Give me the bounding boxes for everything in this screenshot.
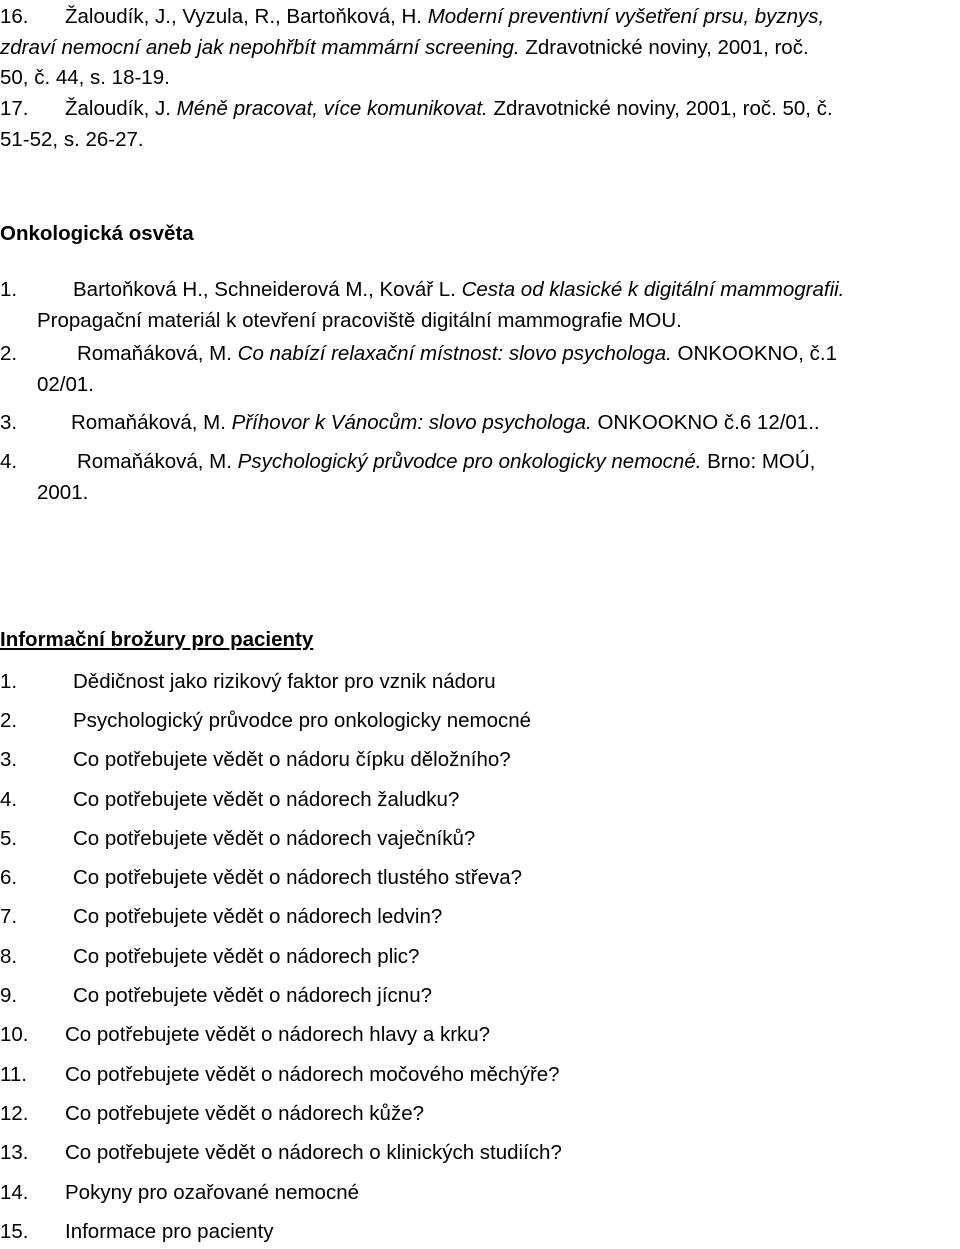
brozura-item — [0, 1140, 960, 1166]
item-text: Co potřebujete vědět o nádorech hlavy a krku? — [65, 1023, 491, 1046]
reference-title-continued: zdraví nemocní aneb jak nepohřbít mammární screening. — [0, 35, 520, 59]
brozura-item — [0, 1022, 960, 1048]
brozura-item — [0, 865, 960, 891]
item-text: Co potřebujete vědět o nádorech plic? — [73, 945, 420, 968]
brozura-item — [0, 944, 960, 970]
item-source: Brno: MOÚ, — [707, 450, 816, 473]
item-number: 13. — [0, 1141, 29, 1164]
brozura-item — [0, 1180, 960, 1206]
item-source: ONKOOKNO č.6 12/01.. — [597, 411, 820, 434]
item-text: Co potřebujete vědět o nádorech tlustého střeva? — [73, 866, 523, 889]
item-text: Dědičnost jako rizikový faktor pro vznik nádoru — [73, 670, 496, 693]
item-title: Příhovor k Vánocům: slovo psychologa. — [231, 411, 592, 434]
item-authors: Romaňáková, M. — [71, 411, 226, 434]
item-text: Co potřebujete vědět o nádorech vaječníků? — [73, 827, 476, 850]
reference-pages: 50, č. 44, s. 18-19. — [0, 66, 170, 89]
brozura-item — [0, 983, 960, 1009]
item-number: 8. — [0, 945, 18, 968]
reference-authors: Žaloudík, J. — [65, 97, 171, 120]
item-year: 2001. — [37, 480, 89, 504]
item-date: 02/01. — [37, 372, 94, 396]
item-number: 4. — [0, 788, 18, 811]
section-heading-brozury: Informační brožury pro pacienty — [0, 628, 314, 651]
item-number: 1. — [0, 278, 18, 301]
item-number: 12. — [0, 1102, 29, 1125]
item-number: 14. — [0, 1181, 29, 1204]
item-number: 9. — [0, 984, 18, 1007]
item-description: Propagační materiál k otevření pracoviště digitální mammografie MOU. — [37, 308, 682, 332]
item-text: Informace pro pacienty — [65, 1220, 274, 1243]
item-text: Co potřebujete vědět o nádorech jícnu? — [73, 984, 433, 1007]
item-number: 1. — [0, 670, 18, 693]
item-text: Psychologický průvodce pro onkologicky nemocné — [73, 709, 532, 732]
section-heading-onkologicka: Onkologická osvěta — [0, 222, 194, 245]
item-text: Co potřebujete vědět o nádorech močového měchýře? — [65, 1063, 560, 1086]
item-number: 2. — [0, 342, 18, 365]
item-authors: Romaňáková, M. — [77, 450, 232, 473]
reference-title: Méně pracovat, více komunikovat. — [176, 97, 488, 120]
item-number: 3. — [0, 748, 18, 771]
osveta-item-4 — [0, 447, 960, 508]
reference-authors: Žaloudík, J., Vyzula, R., Bartoňková, H. — [65, 5, 422, 28]
reference-source: Zdravotnické noviny, 2001, roč. 50, č. — [493, 97, 833, 120]
item-text: Pokyny pro ozařované nemocné — [65, 1181, 360, 1204]
item-number: 10. — [0, 1023, 29, 1046]
brozura-item — [0, 1101, 960, 1127]
item-number: 5. — [0, 827, 18, 850]
item-number: 3. — [0, 411, 18, 434]
reference-source: Zdravotnické noviny, 2001, roč. — [525, 35, 809, 59]
item-authors: Bartoňková H., Schneiderová M., Kovář L. — [73, 278, 456, 301]
item-number: 4. — [0, 450, 18, 473]
osveta-item-3 — [0, 408, 960, 439]
brozura-item — [0, 826, 960, 852]
item-text: Co potřebujete vědět o nádorech žaludku? — [73, 788, 460, 811]
brozura-item — [0, 787, 960, 813]
brozura-item — [0, 708, 960, 734]
osveta-item-2 — [0, 339, 960, 400]
brozura-item — [0, 904, 960, 930]
item-text: Co potřebujete vědět o nádoru čípku děložního? — [73, 748, 511, 771]
brozura-item — [0, 1062, 960, 1088]
item-title: Psychologický průvodce pro onkologicky nemocné. — [237, 450, 702, 473]
reference-number: 16. — [0, 5, 29, 28]
item-number: 11. — [0, 1063, 27, 1086]
item-number: 15. — [0, 1220, 29, 1243]
item-title: Cesta od klasické k digitální mammografii. — [461, 278, 845, 301]
item-source: ONKOOKNO, č.1 — [677, 342, 837, 365]
reference-title: Moderní preventivní vyšetření prsu, byznys, — [427, 5, 825, 28]
brozura-item — [0, 747, 960, 773]
item-number: 6. — [0, 866, 18, 889]
osveta-item-1 — [0, 275, 960, 336]
item-text: Co potřebujete vědět o nádorech o klinických studiích? — [65, 1141, 562, 1164]
item-authors: Romaňáková, M. — [77, 342, 232, 365]
reference-number: 17. — [0, 97, 29, 120]
item-number: 2. — [0, 709, 18, 732]
item-text: Co potřebujete vědět o nádorech kůže? — [65, 1102, 425, 1125]
item-number: 7. — [0, 905, 18, 928]
item-title: Co nabízí relaxační místnost: slovo psychologa. — [237, 342, 672, 365]
brozura-item — [0, 669, 960, 695]
reference-16 — [0, 2, 960, 94]
reference-17 — [0, 94, 960, 155]
brozura-item — [0, 1219, 960, 1245]
item-text: Co potřebujete vědět o nádorech ledvin? — [73, 905, 443, 928]
reference-pages: 51-52, s. 26-27. — [0, 127, 144, 151]
